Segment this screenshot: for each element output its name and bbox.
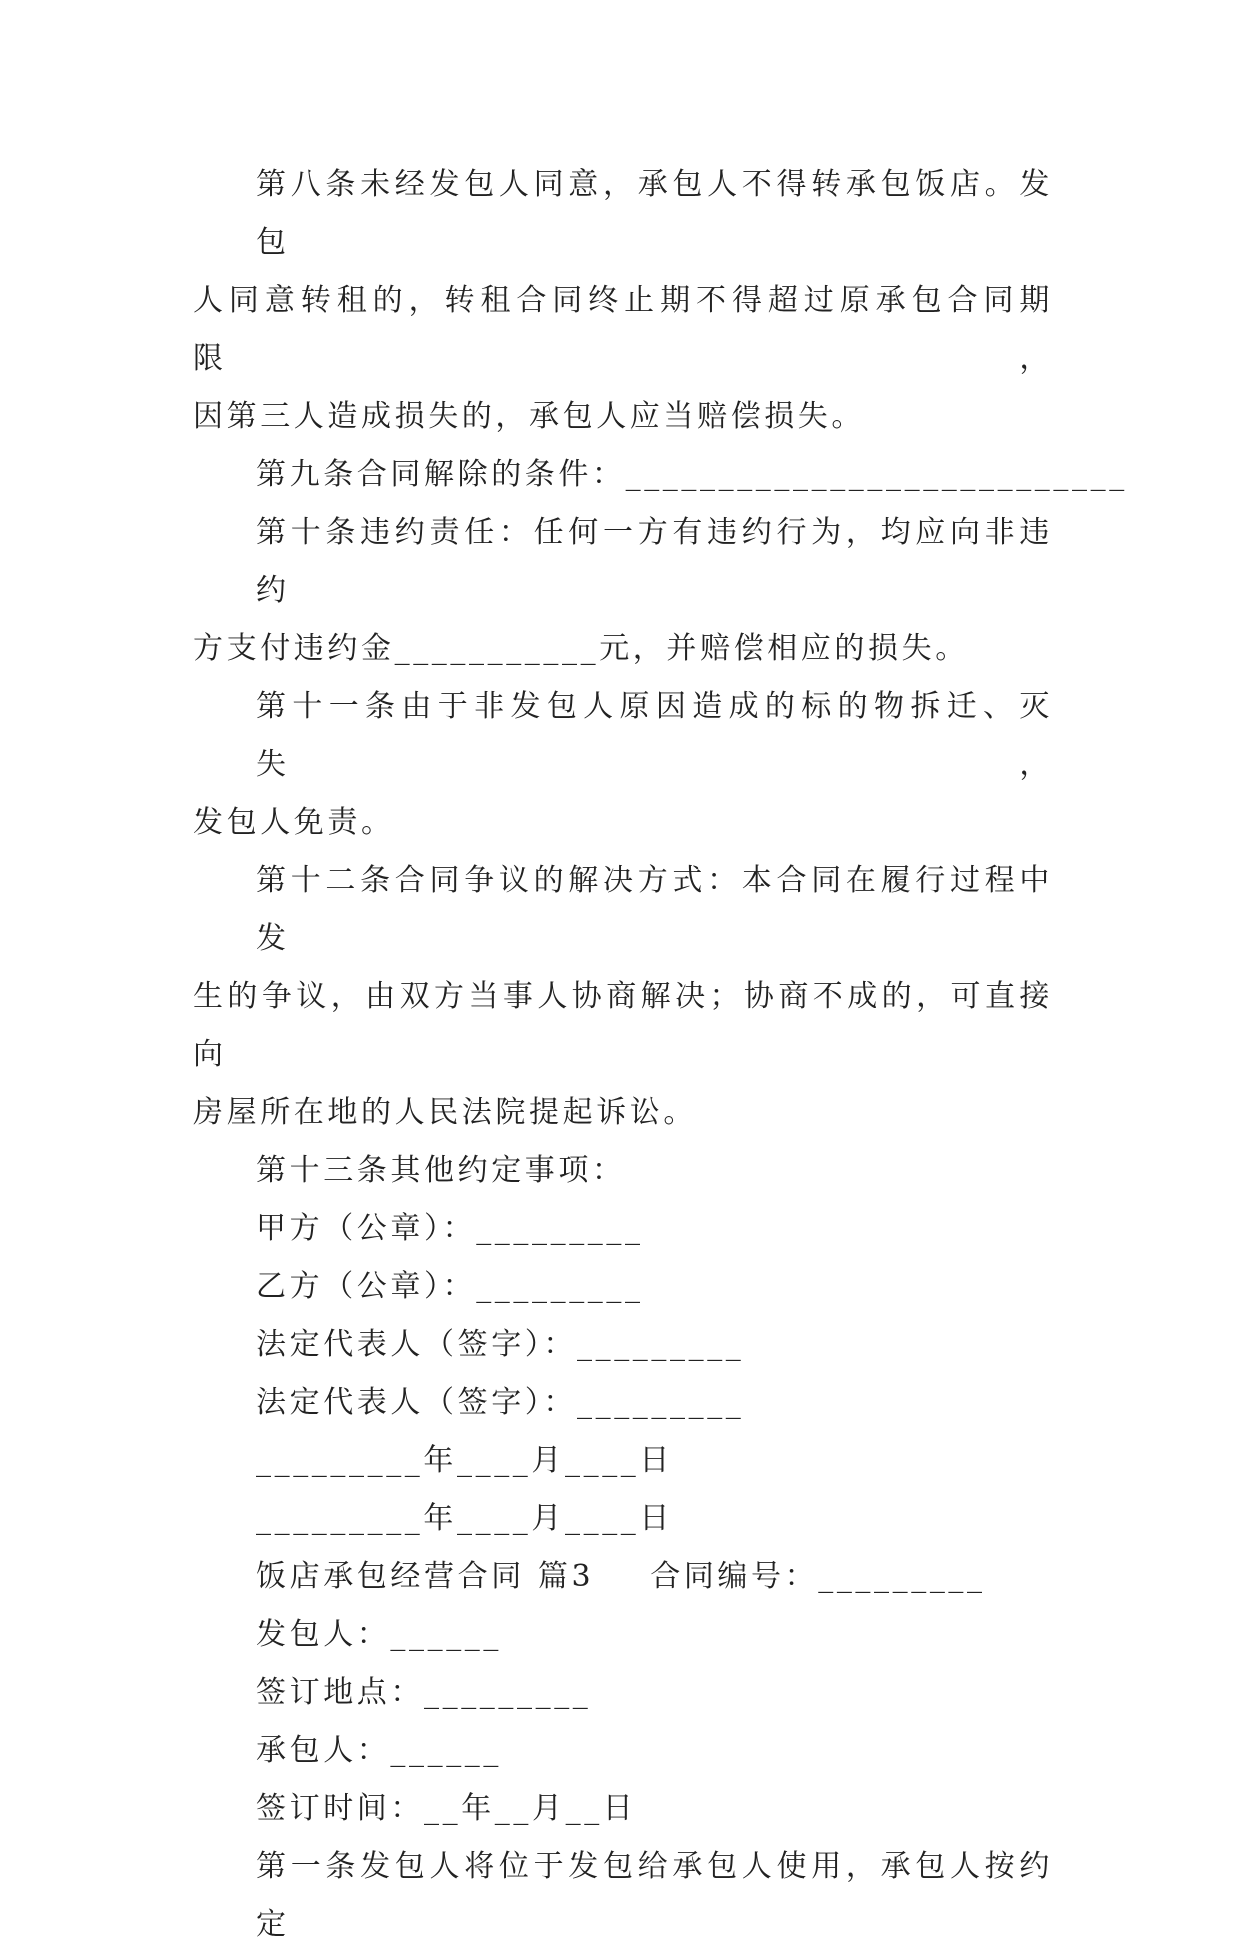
- article-13: 第十三条其他约定事项：: [256, 1153, 626, 1188]
- issuer-field: 发包人：______: [256, 1617, 502, 1652]
- legal-rep-b-signature: 法定代表人（签字）：_________: [256, 1385, 745, 1420]
- article-10-line-1: 第十条违约责任：任何一方有违约行为，均应向非违约: [256, 515, 1053, 608]
- signing-place-field: 签订地点：_________: [256, 1675, 592, 1710]
- article-10-line-2: 方支付违约金___________元，并赔偿相应的损失。: [193, 631, 969, 666]
- party-b-seal: 乙方（公章）：_________: [256, 1269, 644, 1304]
- contract-3-article-1: 第一条发包人将位于发包给承包人使用，承包人按约定: [256, 1849, 1053, 1942]
- article-12-line-1: 第十二条合同争议的解决方式：本合同在履行过程中发: [256, 863, 1053, 956]
- article-8-line-1: 第八条未经发包人同意，承包人不得转承包饭店。发包: [256, 167, 1053, 260]
- contract-3-header: [193, 1548, 1053, 1606]
- article-11-line-2: 发包人免责。: [193, 805, 395, 840]
- article-8-line-2: 人同意转租的，转租合同终止期不得超过原承包合同期限，: [193, 283, 1053, 376]
- article-11-line-1: 第十一条由于非发包人原因造成的标的物拆迁、灭失，: [256, 689, 1053, 782]
- contractor-field: 承包人：______: [256, 1733, 502, 1768]
- document-body: [193, 156, 1128, 1954]
- article-9: 第九条合同解除的条件：___________________________: [256, 457, 1128, 492]
- article-12-line-3: 房屋所在地的人民法院提起诉讼。: [193, 1095, 697, 1130]
- article-12-line-2: 生的争议，由双方当事人协商解决；协商不成的，可直接向: [193, 979, 1053, 1072]
- contract-number: 合同编号：_________: [650, 1559, 986, 1594]
- article-8-line-3: 因第三人造成损失的，承包人应当赔偿损失。: [193, 399, 865, 434]
- contract-3-title: 饭店承包经营合同 篇3: [256, 1559, 595, 1594]
- signing-time-field: 签订时间：__年__月__日: [256, 1791, 637, 1826]
- legal-rep-a-signature: 法定代表人（签字）：_________: [256, 1327, 745, 1362]
- signing-date-b: _________年____月____日: [256, 1501, 673, 1536]
- signing-date-a: _________年____月____日: [256, 1443, 673, 1478]
- party-a-seal: 甲方（公章）：_________: [256, 1211, 644, 1246]
